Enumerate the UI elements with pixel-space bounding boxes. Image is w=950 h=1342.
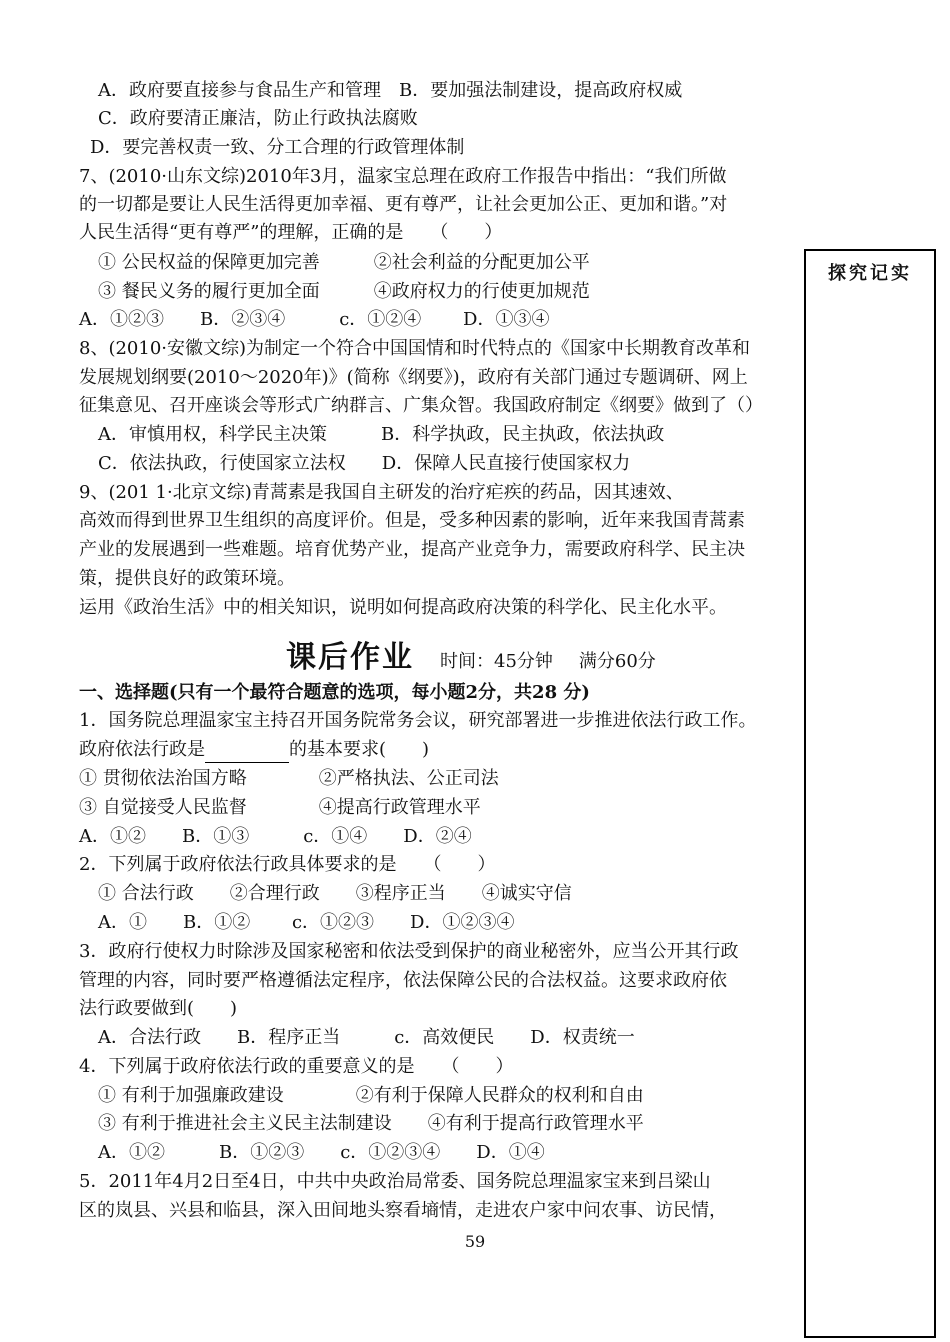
homework-heading	[286, 632, 656, 676]
answer-options: A．①② B．①③ c．①④ D．②④	[79, 826, 472, 847]
notes-sidebar-box	[804, 249, 936, 1338]
question-2-line: 2．下列属于政府依法行政具体要求的是 （ ）	[79, 854, 496, 875]
question-9-line: 策，提供良好的政策环境。	[79, 568, 295, 589]
question-7-line: 人民生活得“更有尊严”的理解，正确的是 （ ）	[79, 222, 503, 243]
question-3-line: 管理的内容，同时要严格遵循法定程序，依法保障公民的合法权益。这要求政府依	[79, 970, 727, 991]
homework-score: 满分60分	[578, 651, 656, 672]
answer-options: A．①②③ B．②③④ c．①②④ D．①③④	[79, 309, 550, 330]
question-1-line: 1．国务院总理温家宝主持召开国务院常务会议，研究部署进一步推进依法行政工作。	[79, 710, 757, 731]
question-9-line: 9、(201 1·北京文综)青蒿素是我国自主研发的治疗疟疾的药品，因其速效、	[79, 482, 684, 503]
homework-time: 时间：45分钟	[440, 651, 553, 672]
question-9-line: 高效而得到世界卫生组织的高度评价。但是，受多种因素的影响，近年来我国青蒿素	[79, 510, 745, 531]
choice-line: ③ 自觉接受人民监督 ④提高行政管理水平	[79, 797, 481, 818]
question-3-line: 3．政府行使权力时除涉及国家秘密和依法受到保护的商业秘密外，应当公开其行政	[79, 941, 739, 962]
question-8-line: 发展规划纲要(2010～2020年)》(简称《纲要》)，政府有关部门通过专题调研、网上	[79, 367, 748, 388]
question-7-line: 的一切都是要让人民生活得更加幸福、更有尊严，让社会更加公正、更加和谐。”对	[79, 194, 728, 215]
question-7-line: 7、(2010·山东文综)2010年3月，温家宝总理在政府工作报告中指出：“我们所做	[79, 166, 727, 187]
choice-line: ① 合法行政 ②合理行政 ③程序正当 ④诚实守信	[98, 883, 572, 904]
answer-options: A．① B．①② c．①②③ D．①②③④	[98, 912, 515, 933]
question-5-line: 5．2011年4月2日至4日，中共中央政治局常委、国务院总理温家宝来到吕梁山	[79, 1171, 711, 1192]
option-line: A．政府要直接参与食品生产和管理 B．要加强法制建设，提高政府权威	[98, 80, 683, 101]
answer-options: A．合法行政 B．程序正当 c．高效便民 D．权责统一	[98, 1027, 635, 1048]
question-1-text: 的基本要求( )	[289, 739, 430, 760]
question-9-line: 运用《政治生活》中的相关知识，说明如何提高政府决策的科学化、民主化水平。	[79, 597, 727, 618]
option-line: C．政府要清正廉洁，防止行政执法腐败	[98, 108, 418, 129]
choice-line: ① 有利于加强廉政建设 ②有利于保障人民群众的权利和自由	[98, 1085, 644, 1106]
question-1-line	[79, 737, 429, 763]
question-8-line: 征集意见、召开座谈会等形式广纳群言、广集众智。我国政府制定《纲要》做到了（）	[79, 395, 763, 416]
fill-blank	[205, 744, 289, 763]
question-9-line: 产业的发展遇到一些难题。培育优势产业，提高产业竞争力，需要政府科学、民主决	[79, 539, 745, 560]
option-line: D．要完善权责一致、分工合理的行政管理体制	[90, 137, 465, 158]
answer-options: A．①② B．①②③ c．①②③④ D．①④	[98, 1142, 545, 1163]
question-3-line: 法行政要做到( )	[79, 998, 238, 1019]
answer-options: C．依法执政，行使国家立法权 D．保障人民直接行使国家权力	[98, 453, 631, 474]
question-8-line: 8、(2010·安徽文综)为制定一个符合中国国情和时代特点的《国家中长期教育改革和	[79, 338, 751, 359]
section-heading: 一、选择题(只有一个最符合题意的选项，每小题2分，共28 分)	[79, 682, 590, 703]
question-4-line: 4．下列属于政府依法行政的重要意义的是 （ ）	[79, 1056, 514, 1077]
choice-line: ① 公民权益的保障更加完善 ②社会利益的分配更加公平	[98, 252, 590, 273]
choice-line: ③ 有利于推进社会主义民主法制建设 ④有利于提高行政管理水平	[98, 1113, 644, 1134]
question-1-text: 政府依法行政是	[79, 739, 205, 760]
choice-line: ③ 餐民义务的履行更加全面 ④政府权力的行使更加规范	[98, 281, 590, 302]
sidebar-title: 探究记实	[828, 263, 912, 284]
answer-options: A．审慎用权，科学民主决策 B．科学执政，民主执政，依法执政	[98, 424, 665, 445]
page-number: 59	[464, 1232, 486, 1251]
choice-line: ① 贯彻依法治国方略 ②严格执法、公正司法	[79, 768, 499, 789]
question-5-line: 区的岚县、兴县和临县，深入田间地头察看墒情，走进农户家中问农事、访民情，	[79, 1200, 727, 1221]
homework-title: 课后作业	[286, 640, 414, 675]
